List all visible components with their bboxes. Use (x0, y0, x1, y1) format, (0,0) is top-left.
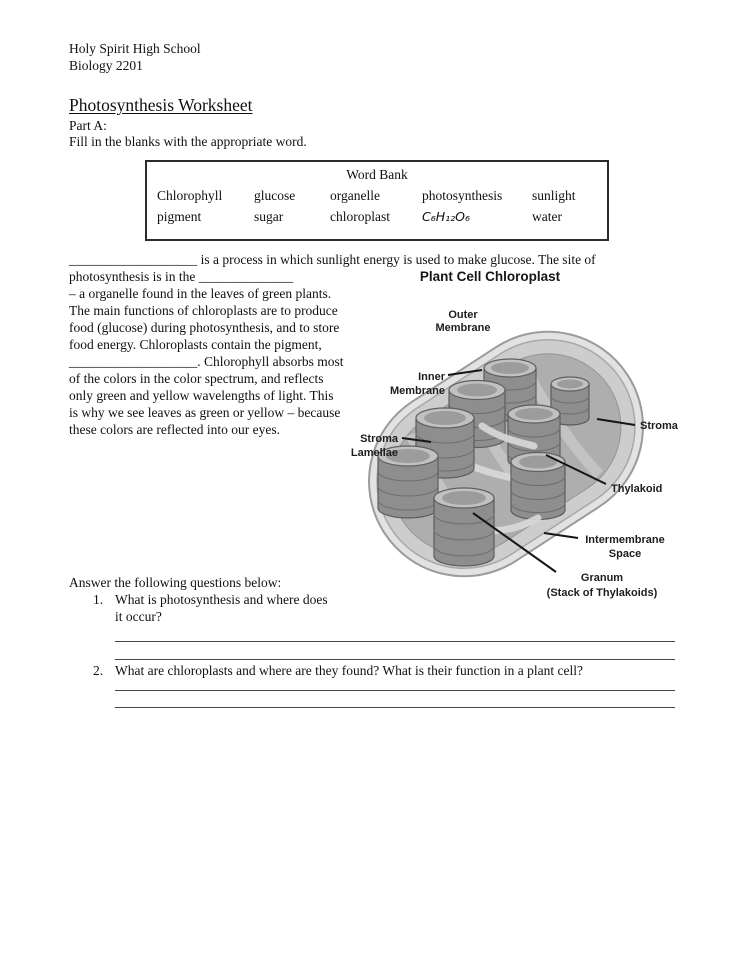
word-bank-item: Chlorophyll (157, 188, 223, 203)
outer-membrane-label: Outer (448, 309, 478, 321)
word-bank-item: glucose (254, 188, 296, 203)
word-bank-item: photosynthesis (422, 188, 503, 203)
question-2 (93, 662, 693, 679)
inner-membrane-label: Inner (418, 371, 445, 383)
intermembrane-space-label: Intermembrane (585, 534, 665, 546)
granum-stack (434, 488, 494, 566)
granum-stack (511, 453, 565, 520)
granum-label: Granum (580, 572, 624, 584)
answer-line (115, 641, 675, 642)
chloroplast-diagram (332, 266, 696, 618)
answer-line (115, 659, 675, 660)
word-bank-item: water (532, 209, 562, 224)
paragraph-text: photosynthesis is in the (69, 269, 199, 284)
question-1 (93, 591, 333, 625)
questions-intro: Answer the following questions below: (69, 575, 282, 590)
stroma-lamellae-label: Stroma (360, 433, 398, 445)
word-bank-item: sugar (254, 209, 284, 224)
diagram-title: Plant Cell Chloroplast (419, 269, 561, 284)
stroma-label: Stroma (640, 420, 678, 432)
word-bank-item-formula: C₆H₁₂O₆ (422, 209, 471, 224)
paragraph-text: . Chlorophyll absorbs most of the colors in the color spectrum, and reflects only green and yellow wavelengths of light. This is why we see leaves as green or yellow – because these colors are reflected into our eyes. (69, 354, 344, 437)
word-bank-row (147, 208, 607, 225)
question-text: What are chloroplasts and where are they found? What is their function in a plant cell? (115, 663, 583, 678)
word-bank-item: pigment (157, 209, 202, 224)
intermembrane-space-label: Space (608, 548, 642, 560)
granum-label: (Stack of Thylakoids) (546, 587, 658, 599)
part-a-instructions: Fill in the blanks with the appropriate word. (69, 134, 307, 149)
stroma-lamellae-label: Lamellae (350, 447, 398, 459)
fill-in-blank: ______________ (198, 269, 294, 284)
answer-line (115, 707, 675, 708)
fill-in-blank: ___________________ (69, 252, 198, 267)
word-bank-item: chloroplast (330, 209, 390, 224)
paragraph-text: is a process in which sunlight energy is used to make glucose. The site of (197, 252, 596, 267)
fill-in-blank: ___________________ (69, 354, 198, 369)
school-name: Holy Spirit High School (69, 41, 201, 56)
word-bank-item: organelle (330, 188, 380, 203)
word-bank-box (145, 160, 609, 241)
question-number: 2. (93, 663, 104, 678)
question-text: What is photosynthesis and where does it occur? (115, 592, 328, 624)
inner-membrane-label: Membrane (389, 385, 445, 397)
fill-in-paragraph-column (69, 268, 345, 438)
word-bank-title: Word Bank (346, 167, 408, 182)
question-number: 1. (93, 592, 104, 607)
word-bank-row (147, 187, 607, 204)
paragraph-text: – a organelle found in the leaves of green plants. The main functions of chloroplasts are to produce food (glucose) during photosynthesis, and to store food energy. Chloroplasts contain the pigment, (69, 286, 340, 352)
document-header (69, 40, 201, 74)
part-a-label: Part A: (69, 118, 107, 133)
word-bank-item: sunlight (532, 188, 576, 203)
chloroplast-illustration (332, 266, 696, 618)
answer-line (115, 690, 675, 691)
outer-membrane-label: Membrane (435, 322, 491, 334)
course-name: Biology 2201 (69, 58, 143, 73)
thylakoid-label: Thylakoid (611, 483, 663, 495)
page-title: Photosynthesis Worksheet (69, 95, 253, 115)
